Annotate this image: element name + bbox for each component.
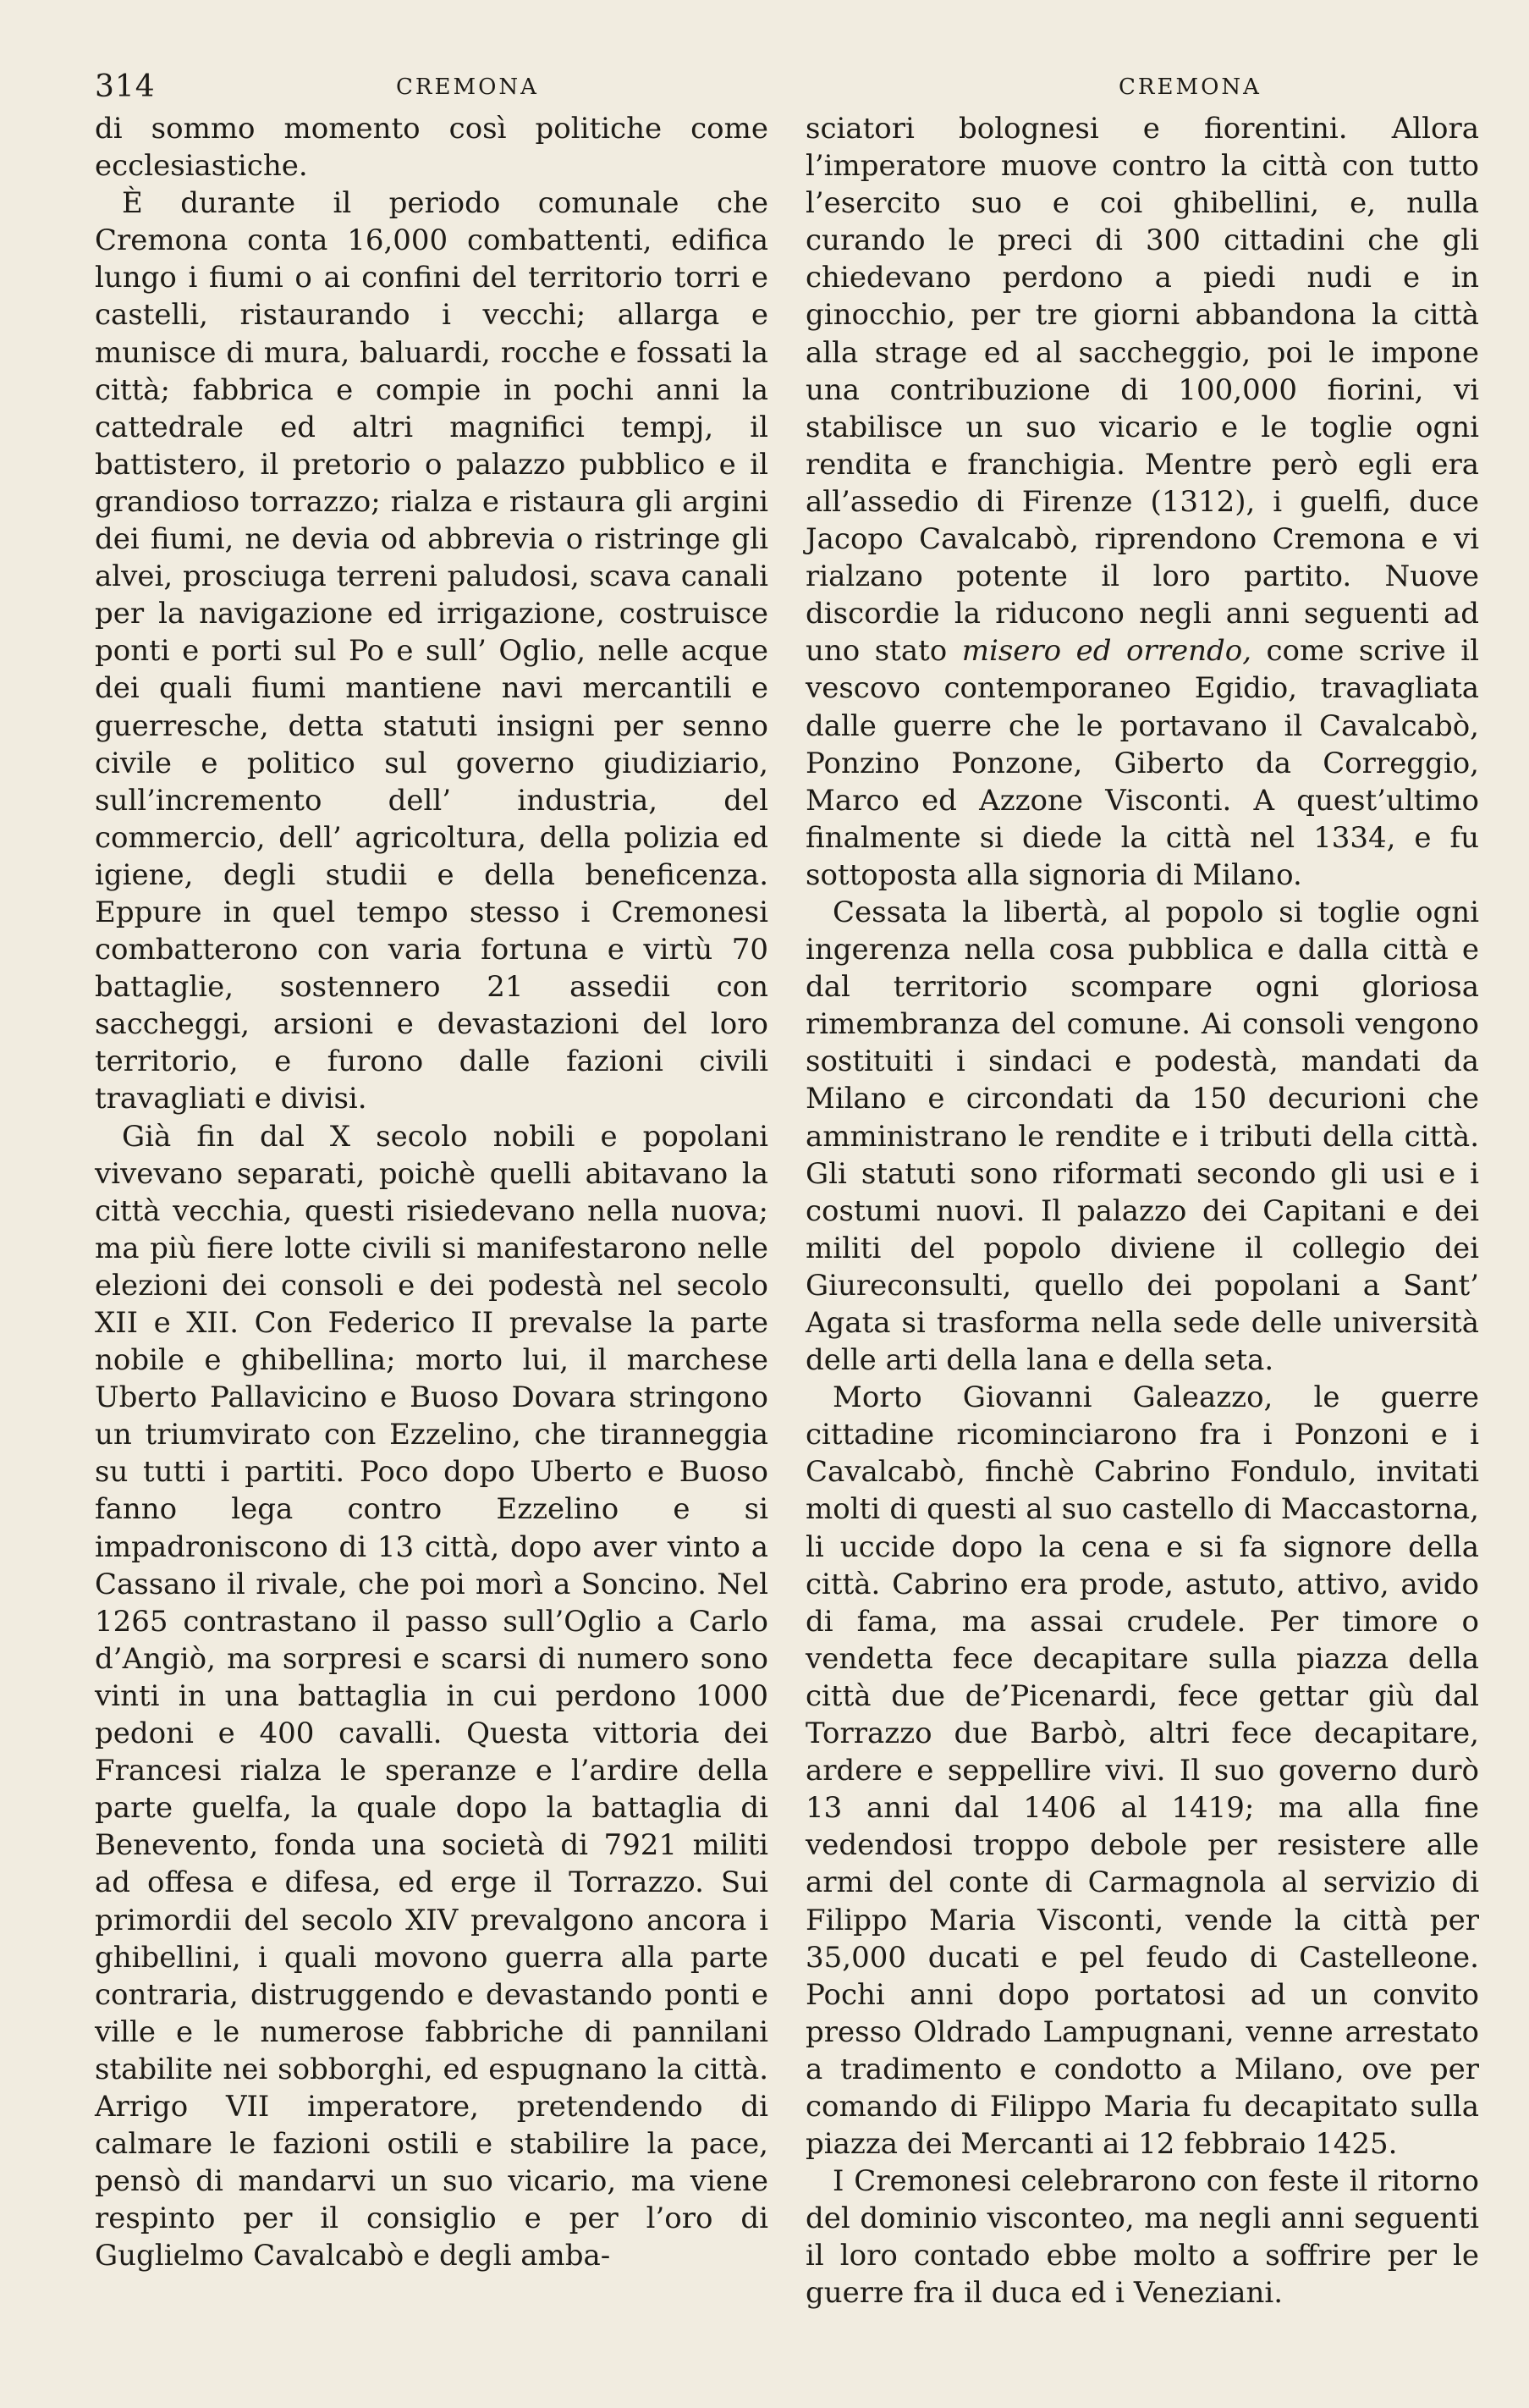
paragraph [806, 110, 1479, 894]
paragraph: È durante il periodo comunale che Cremona conta 16,000 combattenti, edifica lungo i fiumi o ai confini del territorio torri e castelli, ristaurando i vecchi; allarga e munisce di mura, baluardi, rocche e fossati la città; fabbrica e compie in pochi anni la cattedrale ed altri magnifici tempj, il battistero, il pretorio o palazzo pubblico e il grandioso torrazzo; rialza e ristaura gli argini dei fiumi, ne devia od abbrevia o ristringe gli alvei, prosciuga terreni paludosi, scava canali per la navigazione ed irrigazione, costruisce ponti e porti sul Po e sull’ Oglio, nelle acque dei quali fiumi mantiene navi mercantili e guerresche, detta statuti insigni per senno civile e politico sul governo giudiziario, sull’incremento dell’ industria, del commercio, dell’ agricoltura, della polizia ed igiene, degli studii e della beneficenza. Eppure in quel tempo stesso i Cremonesi combatterono con varia fortuna e virtù 70 battaglie, sostennero 21 assedii con saccheggi, arsioni e devastazioni del loro territorio, e furono dalle fazioni civili travagliati e divisi. [95, 186, 768, 1116]
paragraph: Morto Giovanni Galeazzo, le guerre cittadine ricominciarono fra i Ponzoni e i Cavalcabò, finchè Cabrino Fondulo, invitati molti di questi al suo castello di Maccastorna, li uccide dopo la cena e si fa signore della città. Cabrino era prode, astuto, attivo, avido di fama, ma assai crudele. Per timore o vendetta fece decapitare sulla piazza della città due de’Picenardi, fece gettar giù dal Torrazzo due Barbò, altri fece decapitare, ardere e seppellire vivi. Il suo governo durò 13 anni dal 1406 al 1419; ma alla fine vedendosi troppo debole per resistere alle armi del conte di Carmagnola al servizio di Filippo Maria Visconti, vende la città per 35,000 ducati e pel feudo di Castelleone. Pochi anni dopo portatosi ad un convito presso Oldrado Lampugnani, venne arrestato a tradimento e condotto a Milano, ove per comando di Filippo Maria fu decapitato sulla piazza dei Mercanti ai 12 febbraio 1425. [806, 1380, 1479, 2162]
left-column [95, 110, 768, 2274]
paragraph: Già fin dal X secolo nobili e popolani vivevano separati, poichè quelli abitavano la città vecchia, questi risiedevano nella nuova; ma più fiere lotte civili si manifestarono nelle elezioni dei consoli e dei podestà nel secolo XII e XII. Con Federico II prevalse la parte nobile e ghibellina; morto lui, il marchese Uberto Pallavicino e Buoso Dovara stringono un triumvirato con Ezzelino, che tiranneggia su tutti i partiti. Poco dopo Uberto e Buoso fanno lega contro Ezzelino e si impadroniscono di 13 città, dopo aver vinto a Cassano il rivale, che poi morì a Soncino. Nel 1265 contrastano il passo sull’Oglio a Carlo d’Angiò, ma sorpresi e scarsi di numero sono vinti in una battaglia in cui perdono 1000 pedoni e 400 cavalli. Questa vittoria dei Francesi rialza le speranze e l’ardire della parte guelfa, la quale dopo la battaglia di Benevento, fonda una società di 7921 militi ad offesa e difesa, ed erge il Torrazzo. Sui primordii del secolo XIV prevalgono ancora i ghibellini, i quali movono guerra alla parte contraria, distruggendo e devastando ponti e ville e le numerose fabbriche di pannilani stabilite nei sobborghi, ed espugnano la città. Arrigo VII imperatore, pretendendo di calmare le fazioni ostili e stabilire la pace, pensò di mandarvi un suo vicario, ma viene respinto per il consiglio e per l’oro di Guglielmo Cavalcabò e degli amba- [95, 1119, 768, 2273]
paragraph: di sommo momento così politiche come ecclesiastiche. [95, 112, 768, 184]
paragraph: Cessata la libertà, al popolo si toglie ogni ingerenza nella cosa pubblica e dalla città e dal territorio scompare ogni gloriosa rimembranza del comune. Ai consoli vengono sostituiti i sindaci e podestà, mandati da Milano e circondati da 150 decurioni che amministrano le rendite e i tributi della città. Gli statuti sono riformati secondo gli usi e i costumi nuovi. Il palazzo dei Capitani e dei militi del popolo diviene il collegio dei Giureconsulti, quello dei popolani a Sant’ Agata si trasforma nella sede delle università delle arti della lana e della seta. [806, 895, 1479, 1378]
right-column [806, 110, 1479, 2312]
running-head-left: CREMONA [396, 74, 539, 100]
paragraph-text: come scrive il vescovo contemporaneo Egidio, travagliata dalle guerre che le portavano il Cavalcabò, Ponzino Ponzone, Giberto da Correggio, Marco ed Azzone Visconti. A quest’ultimo finalmente si diede la città nel 1334, e fu sottoposta alla signoria di Milano. [806, 634, 1479, 892]
running-head-right: CREMONA [1119, 74, 1262, 100]
column-divider [785, 108, 786, 2343]
paragraph-text: sciatori bolognesi e fiorentini. Allora l’imperatore muove contro la città con tutto l’esercito suo e coi ghibellini, e, nulla curando le preci di 300 cittadini che gli chiedevano perdono a piedi nudi e in ginocchio, per tre giorni abbandona la città alla strage ed al saccheggio, poi le impone una contribuzione di 100,000 fiorini, vi stabilisce un suo vicario e le toglie ogni rendita e franchigia. Mentre però egli era all’assedio di Firenze (1312), i guelfi, duce Jacopo Cavalcabò, riprendono Cremona e vi rialzano potente il loro partito. Nuove discordie la riducono negli anni seguenti ad uno stato [806, 112, 1479, 669]
page-number: 314 [95, 69, 156, 104]
paragraph: I Cremonesi celebrarono con feste il ritorno del dominio visconteo, ma negli anni seguenti il loro contado ebbe molto a soffrire per le guerre fra il duca ed i Veneziani. [806, 2164, 1479, 2311]
quoted-emphasis: misero ed orrendo, [961, 634, 1252, 669]
